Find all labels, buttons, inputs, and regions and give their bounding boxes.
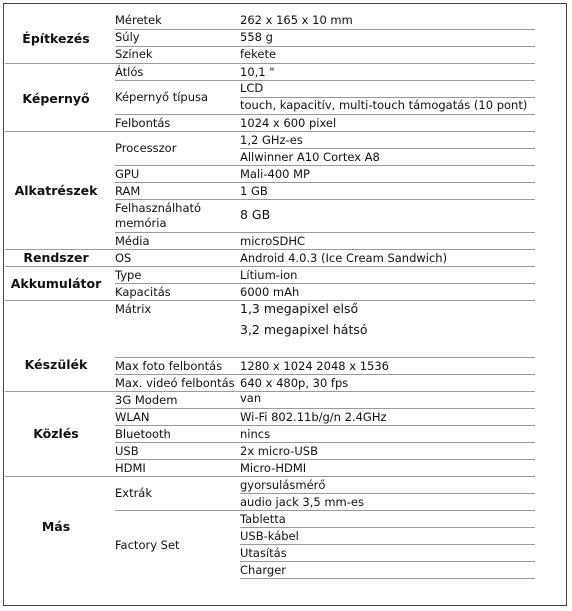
- spec-label-wlan: WLAN: [115, 410, 150, 424]
- row-divider: [115, 46, 535, 47]
- spec-label-processzor: Processzor: [115, 141, 177, 155]
- spec-value-os: Android 4.0.3 (Ice Cream Sandwich): [240, 251, 448, 265]
- category-akkumulator: Akkumulátor: [10, 276, 102, 291]
- spec-label-factory-set: Factory Set: [115, 538, 180, 552]
- row-divider: [115, 459, 535, 460]
- spec-label-media: Média: [115, 234, 150, 248]
- spec-label-kapacitas: Kapacitás: [115, 285, 171, 299]
- row-divider: [240, 148, 535, 149]
- group-divider: [5, 131, 535, 132]
- spec-value-suly: 558 g: [240, 30, 273, 44]
- spec-label-atlos: Átlós: [115, 65, 144, 79]
- spec-value-max-video: 640 x 480p, 30 fps: [240, 376, 349, 390]
- row-divider: [240, 493, 535, 494]
- group-divider: [5, 476, 535, 477]
- category-epitkezes: Építkezés: [22, 31, 90, 46]
- spec-value-atlos: 10,1 ": [240, 65, 275, 79]
- spec-label-matrix: Mátrix: [115, 302, 152, 316]
- row-divider: [240, 561, 535, 562]
- spec-value-gpu: Mali-400 MP: [240, 167, 310, 181]
- spec-label-ram: RAM: [115, 184, 141, 198]
- factory-set-item: Utasítás: [240, 546, 287, 560]
- spec-label-felhasznalhato-1: Felhasználható: [115, 201, 202, 215]
- factory-set-item: Tabletta: [240, 512, 286, 526]
- row-divider: [115, 408, 535, 409]
- spec-label-suly: Súly: [115, 30, 140, 44]
- spec-label-modem: 3G Modem: [115, 393, 178, 407]
- spec-value-felbontas: 1024 x 600 pixel: [240, 116, 337, 130]
- factory-set-item: Charger: [240, 563, 286, 577]
- spec-value-kepernyo-tipusa-2: touch, kapacitív, multi-touch támogatás (10 pont): [240, 98, 528, 112]
- spec-value-wlan: Wi-Fi 802.11b/g/n 2.4GHz: [240, 410, 387, 424]
- spec-value-matrix-1: 1,3 megapixel első: [240, 301, 359, 316]
- group-divider: [5, 391, 535, 392]
- spec-value-kapacitas: 6000 mAh: [240, 285, 300, 299]
- category-kepernyo: Képernyő: [22, 91, 90, 106]
- spec-value-usb: 2x micro-USB: [240, 444, 318, 458]
- spec-value-processzor-2: Allwinner A10 Cortex A8: [240, 150, 380, 164]
- category-kozles: Közlés: [33, 426, 79, 441]
- category-keszulek: Készülék: [24, 357, 88, 372]
- group-divider: [5, 63, 535, 64]
- spec-label-felhasznalhato-2: memória: [115, 216, 167, 230]
- row-divider: [240, 527, 535, 528]
- spec-value-szinek: fekete: [240, 47, 277, 61]
- row-divider: [115, 442, 535, 443]
- category-mas: Más: [41, 519, 71, 534]
- factory-set-item: USB-kábel: [240, 529, 299, 543]
- spec-label-felbontas: Felbontás: [115, 116, 171, 130]
- spec-label-max-video: Max. videó felbontás: [115, 376, 235, 390]
- spec-label-bluetooth: Bluetooth: [115, 427, 171, 441]
- spec-value-felhasznalhato: 8 GB: [240, 207, 271, 222]
- spec-label-max-foto: Max foto felbontás: [115, 359, 223, 373]
- spec-value-media: microSDHC: [240, 234, 306, 248]
- group-divider: [5, 266, 535, 267]
- row-divider: [115, 232, 535, 233]
- spec-value-kepernyo-tipusa-1: LCD: [240, 81, 264, 95]
- row-divider: [115, 199, 535, 200]
- spec-value-modem: van: [240, 391, 262, 405]
- spec-value-matrix-2: 3,2 megapixel hátsó: [240, 322, 368, 337]
- row-divider: [115, 357, 535, 358]
- spec-value-type: Lítium-ion: [240, 268, 298, 282]
- spec-value-meretek: 262 x 165 x 10 mm: [240, 13, 353, 27]
- row-divider: [240, 544, 535, 545]
- row-divider: [115, 114, 535, 115]
- row-divider: [115, 510, 535, 511]
- row-divider: [240, 578, 535, 579]
- spec-label-extrak: Extrák: [115, 486, 153, 500]
- row-divider: [115, 283, 535, 284]
- spec-label-hdmi: HDMI: [115, 461, 146, 475]
- spec-label-usb: USB: [115, 444, 139, 458]
- spec-value-extrak-2: audio jack 3,5 mm-es: [240, 495, 364, 509]
- row-divider: [115, 425, 535, 426]
- spec-value-extrak-1: gyorsulásmérő: [240, 478, 326, 492]
- spec-value-bluetooth: nincs: [240, 427, 271, 441]
- spec-label-kepernyo-tipusa: Képernyő típusa: [115, 90, 209, 104]
- spec-label-szinek: Színek: [115, 47, 153, 61]
- row-divider: [115, 182, 535, 183]
- category-rendszer: Rendszer: [23, 250, 89, 265]
- spec-label-type: Type: [115, 268, 142, 282]
- spec-value-processzor-1: 1,2 GHz-es: [240, 133, 303, 147]
- spec-label-gpu: GPU: [115, 167, 140, 181]
- category-alkatreszek: Alkatrészek: [14, 183, 98, 198]
- row-divider: [115, 374, 535, 375]
- row-divider: [115, 80, 535, 81]
- spec-value-ram: 1 GB: [240, 184, 268, 198]
- row-divider: [115, 29, 535, 30]
- spec-value-hdmi: Micro-HDMI: [240, 461, 307, 475]
- spec-label-meretek: Méretek: [115, 13, 162, 27]
- spec-value-max-foto: 1280 x 1024 2048 x 1536: [240, 359, 389, 373]
- spec-label-os: OS: [115, 251, 132, 265]
- row-divider: [115, 165, 535, 166]
